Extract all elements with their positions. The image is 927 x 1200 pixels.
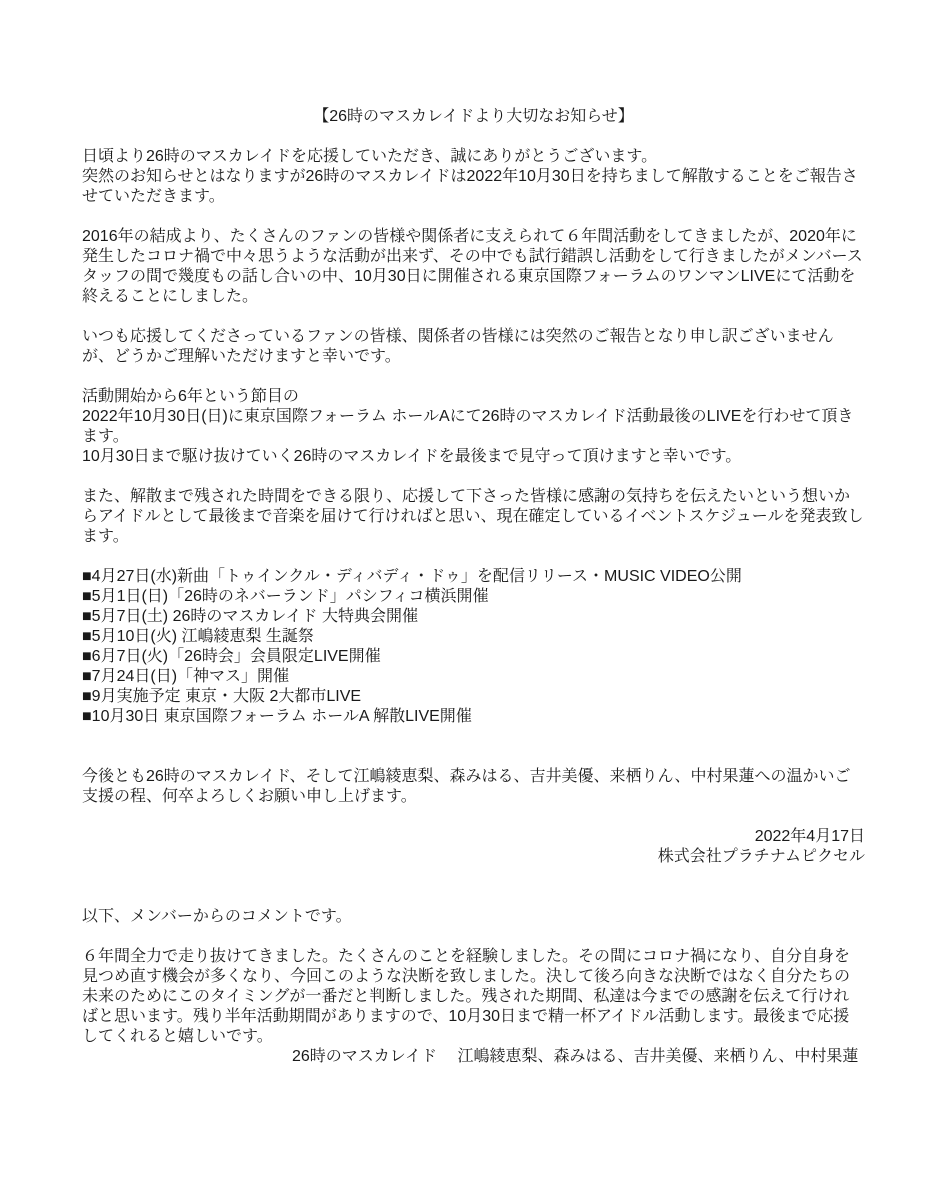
member-comment-signature: 26時のマスカレイド 江嶋綾恵梨、森みはる、吉井美優、来栖りん、中村果蓮 xyxy=(292,1048,859,1065)
paragraph-history: 2016年の結成より、たくさんのファンの皆様や関係者に支えられて６年間活動をしてきましたが、2020年に発生したコロナ禍で中々思うような活動が出来ず、その中でも試行錯誤し活動をして行きましたがメンバースタッフの間で幾度もの話し合いの中、10月30日に開催される東京国際フォーラムのワンマンLIVEにて活動を終えることにしました。 xyxy=(82,228,863,305)
final-live-line-2: 2022年10月30日(日)に東京国際フォーラム ホールAにて26時のマスカレイド活動最後のLIVEを行わせて頂きます。 xyxy=(82,408,854,445)
event-schedule-list xyxy=(82,567,865,727)
schedule-item: ■5月7日(土) 26時のマスカレイド 大特典会開催 xyxy=(82,608,419,625)
paragraph-member-comment: ６年間全力で走り抜けてきました。たくさんのことを経験しました。その間にコロナ禍になり、自分自身を見つめ直す機会が多くなり、今回このような決断を致しました。決して後ろ向きな決断ではなく自分たちの未来のためにこのタイミングが一番だと判断しました。残された期間、私達は今までの感謝を伝えて行ければと思います。残り半年活動期間がありますので、10月30日まで精一杯アイドル活動します。最後まで応援してくれると嬉しいです。 xyxy=(82,948,851,1045)
paragraph-greeting xyxy=(82,147,865,207)
schedule-item: ■10月30日 東京国際フォーラム ホールA 解散LIVE開催 xyxy=(82,708,472,725)
paragraph-apology: いつも応援してくださっているファンの皆様、関係者の皆様には突然のご報告となり申し訳ございませんが、どうかご理解いただけますと幸いです。 xyxy=(82,328,834,365)
company-name: 株式会社プラチナムピクセル xyxy=(657,848,865,865)
schedule-item: ■7月24日(日)「神マス」開催 xyxy=(82,668,290,685)
paragraph-schedule-intro: また、解散まで残された時間をできる限り、応援して下さった皆様に感謝の気持ちを伝えたいという想いからアイドルとして最後まで音楽を届けて行ければと思い、現在確定しているイベントスケジュールを発表致します。 xyxy=(82,488,864,545)
schedule-item: ■4月27日(水)新曲「トゥインクル・ディバディ・ドゥ」を配信リリース・MUSIC VIDEO公開 xyxy=(82,568,742,585)
schedule-item: ■5月10日(火) 江嶋綾恵梨 生誕祭 xyxy=(82,628,314,645)
schedule-item: ■6月7日(火)「26時会」会員限定LIVE開催 xyxy=(82,648,381,665)
paragraph-closing: 今後とも26時のマスカレイド、そして江嶋綾恵梨、森みはる、吉井美優、来栖りん、中村果蓮への温かいご支援の程、何卒よろしくお願い申し上げます。 xyxy=(82,768,851,805)
paragraph-comment-intro: 以下、メンバーからのコメントです。 xyxy=(82,908,352,925)
company-signature-block xyxy=(82,827,865,867)
schedule-item: ■9月実施予定 東京・大阪 2大都市LIVE xyxy=(82,688,362,705)
final-live-line-3: 10月30日まで駆け抜けていく26時のマスカレイドを最後まで見守って頂けますと幸いです。 xyxy=(82,448,742,465)
page-title: 【26時のマスカレイドより大切なお知らせ】 xyxy=(313,108,634,125)
paragraph-final-live xyxy=(82,387,865,467)
final-live-line-1: 活動開始から6年という節目の xyxy=(82,388,299,405)
schedule-item: ■5月1日(日)「26時のネバーランド」パシフィコ横浜開催 xyxy=(82,588,489,605)
greeting-line-1: 日頃より26時のマスカレイドを応援していただき、誠にありがとうございます。 xyxy=(82,148,658,165)
document-body xyxy=(82,107,865,1067)
announcement-date: 2022年4月17日 xyxy=(754,828,865,845)
greeting-line-2: 突然のお知らせとはなりますが26時のマスカレイドは2022年10月30日を持ちまして解散することをご報告させていただきます。 xyxy=(82,168,858,205)
